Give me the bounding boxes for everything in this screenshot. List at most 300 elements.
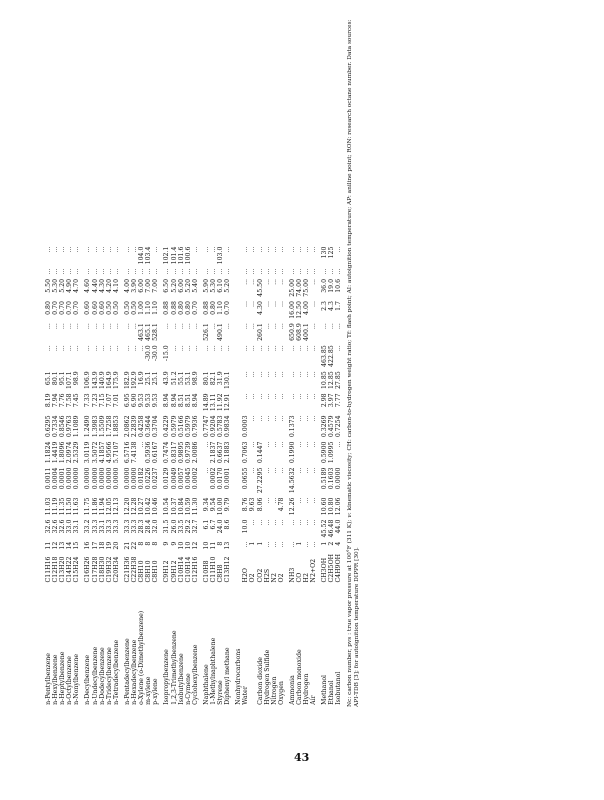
value-cell: 4.3 xyxy=(328,301,336,311)
value-cell: 490.1 xyxy=(217,323,225,341)
value-cell: 1.7 xyxy=(335,301,343,311)
value-cell: ... xyxy=(45,345,52,352)
value-cell: 10.00 xyxy=(217,497,225,516)
formula-cell: NH3 xyxy=(288,567,296,583)
value-cell: 1.3983 xyxy=(91,415,99,438)
table-row xyxy=(178,244,185,707)
value-cell: ... xyxy=(263,467,271,474)
value-cell: 0.7063 xyxy=(242,441,250,464)
value-cell: ... xyxy=(170,345,178,352)
value-cell: 65.1 xyxy=(45,371,52,386)
value-cell: 0.7747 xyxy=(202,415,210,438)
compound-name-cell: o-Xylene (o-Dimethylbenzene) xyxy=(138,610,146,705)
value-cell: 9.53 xyxy=(152,393,160,408)
value-cell: 465.1 xyxy=(145,323,153,341)
value-cell: ... xyxy=(224,345,232,352)
compound-name-cell: Ethanol xyxy=(328,680,336,705)
value-cell: ... xyxy=(310,441,318,448)
value-cell: 2 xyxy=(328,541,336,546)
value-cell: 55.1 xyxy=(177,371,185,386)
value-cell: 0.0000 xyxy=(123,467,131,490)
value-cell: ... xyxy=(224,268,232,275)
compound-name-cell: m-xylene xyxy=(145,676,153,705)
value-cell: 100.6 xyxy=(184,246,192,265)
value-cell: 21 xyxy=(123,541,131,550)
value-cell: 32.7 xyxy=(191,519,199,534)
value-cell: 33.3 xyxy=(131,519,139,534)
value-cell: 14 xyxy=(66,541,74,550)
value-cell: ... xyxy=(249,246,257,253)
value-cell: ... xyxy=(296,467,303,474)
value-cell: 0.80 xyxy=(177,301,185,315)
value-cell: 11.50 xyxy=(66,497,74,516)
value-cell: ... xyxy=(256,268,264,275)
value-cell: -15.0 xyxy=(163,345,171,362)
value-cell: 2.0086 xyxy=(191,441,199,464)
value-cell: 12.28 xyxy=(131,497,139,516)
formula-cell: C19H32 xyxy=(105,556,113,583)
value-cell: 7.01 xyxy=(112,393,120,408)
value-cell: ... xyxy=(256,519,264,526)
value-cell: ... xyxy=(277,301,285,307)
value-cell: 4.70 xyxy=(73,278,81,293)
value-cell: 0.5979 xyxy=(184,415,192,438)
compound-name-cell: n-Dodecylbenzene xyxy=(98,647,106,705)
value-cell: 12.06 xyxy=(335,497,343,516)
value-cell: ... xyxy=(242,246,250,253)
value-cell: ... xyxy=(256,371,264,378)
value-cell: 0.1990 xyxy=(288,441,296,464)
value-cell: ... xyxy=(52,323,60,330)
value-cell: ... xyxy=(277,393,285,400)
value-cell: ... xyxy=(242,268,250,275)
value-cell: 6.1 xyxy=(202,519,210,530)
value-cell: 7.76 xyxy=(59,393,67,408)
value-cell: ... xyxy=(270,268,278,275)
value-cell: 0.6167 xyxy=(152,441,160,464)
value-cell: 0.5900 xyxy=(321,441,329,464)
value-cell: ... xyxy=(52,246,60,253)
value-cell: ... xyxy=(249,278,257,285)
value-cell: 0.0000 xyxy=(112,467,120,490)
value-cell: 0.5936 xyxy=(145,441,153,464)
value-cell: 8 xyxy=(217,541,225,546)
value-cell: 140.9 xyxy=(98,371,106,390)
value-cell: 2.5329 xyxy=(73,441,81,464)
value-cell: 11.63 xyxy=(73,497,81,516)
value-cell: ... xyxy=(191,345,199,352)
value-cell: 0.0000 xyxy=(91,467,99,490)
value-cell: ... xyxy=(296,497,303,504)
compound-name-cell: Isopropylbenzene xyxy=(163,649,171,705)
value-cell: ... xyxy=(152,246,160,253)
value-cell: ... xyxy=(288,345,296,352)
value-cell: 1.8096 xyxy=(59,441,67,464)
value-cell: 1.4419 xyxy=(52,441,60,464)
value-cell: ... xyxy=(184,323,192,330)
value-cell: 8.19 xyxy=(45,393,52,408)
compound-name-cell: n-Hexylbenzene xyxy=(52,654,60,705)
value-cell: 0.50 xyxy=(112,301,120,315)
value-cell: ... xyxy=(242,541,250,548)
value-cell: 0.0011 xyxy=(45,467,52,490)
formula-cell: C22H38 xyxy=(131,556,139,583)
value-cell: 7.58 xyxy=(66,393,74,408)
value-cell: ... xyxy=(209,246,217,253)
value-cell: ... xyxy=(310,323,318,330)
value-cell: 75.00 xyxy=(303,278,311,297)
value-cell: 95.1 xyxy=(59,371,67,386)
value-cell: 103.4 xyxy=(145,246,153,265)
compound-name-cell: n-Nonylbenzene xyxy=(73,653,81,705)
value-cell: 5.50 xyxy=(45,278,52,293)
value-cell: ... xyxy=(105,345,113,352)
value-cell: 12.20 xyxy=(123,497,131,516)
table-row xyxy=(138,244,145,707)
value-cell: 10.85 xyxy=(321,371,329,390)
value-cell: 1.8853 xyxy=(112,415,120,438)
value-cell: 5.20 xyxy=(170,278,178,293)
value-cell: ... xyxy=(296,268,303,275)
value-cell: 25.1 xyxy=(152,371,160,386)
value-cell: 1.7258 xyxy=(105,415,113,438)
value-cell: 0.50 xyxy=(123,301,131,315)
value-cell: 8.6 xyxy=(224,519,232,530)
formula-cell: C8H10 xyxy=(138,560,146,583)
value-cell: 16 xyxy=(84,541,92,550)
value-cell: 15 xyxy=(73,541,81,550)
value-cell xyxy=(231,465,242,495)
compound-name-cell: n-Decylbenzene xyxy=(84,654,92,705)
value-cell: ... xyxy=(310,371,318,378)
formula-cell: C18H30 xyxy=(98,556,106,583)
value-cell: ... xyxy=(152,268,160,275)
value-cell: 192.9 xyxy=(131,371,139,390)
value-cell: 4.30 xyxy=(98,278,106,293)
value-cell: ... xyxy=(145,268,153,275)
value-cell: ... xyxy=(335,268,343,275)
value-cell: ... xyxy=(270,278,278,285)
value-cell: 7.00 xyxy=(145,278,153,293)
value-cell: ... xyxy=(177,268,185,275)
value-cell: ... xyxy=(288,541,296,548)
table-row xyxy=(210,244,217,707)
value-cell: ... xyxy=(303,268,311,275)
value-cell: ... xyxy=(131,268,139,275)
table-row xyxy=(73,244,80,707)
value-cell: ... xyxy=(296,371,303,378)
value-cell: 0.60 xyxy=(98,301,106,315)
value-cell: 45.50 xyxy=(256,278,264,297)
table-row xyxy=(99,244,106,707)
compound-name-cell: Nitrogen xyxy=(270,676,278,705)
value-cell: 10 xyxy=(177,541,185,550)
compound-name-cell: Methanol xyxy=(321,674,329,705)
value-cell: ... xyxy=(112,345,120,352)
properties-table xyxy=(45,244,343,707)
value-cell: 3.97 xyxy=(328,393,336,408)
formula-cell: C8H10 xyxy=(152,560,160,583)
value-cell: ... xyxy=(263,268,271,275)
value-cell: ... xyxy=(242,278,250,285)
value-cell: ... xyxy=(270,497,278,504)
value-cell: ... xyxy=(202,345,210,352)
value-cell: 104.0 xyxy=(138,246,146,265)
value-cell: 6.90 xyxy=(131,393,139,408)
value-cell: 28.3 xyxy=(138,519,146,534)
table-row xyxy=(192,244,199,707)
value-cell: 0.88 xyxy=(202,301,210,315)
value-cell xyxy=(231,413,242,439)
value-cell: ... xyxy=(303,441,311,448)
formula-cell: C8H8 xyxy=(217,564,225,583)
value-cell: ... xyxy=(277,371,285,378)
value-cell: 11.19 xyxy=(52,497,60,516)
value-cell: 0.0001 xyxy=(59,467,67,490)
value-cell: 25.00 xyxy=(288,278,296,297)
value-cell: 11.03 xyxy=(45,497,52,516)
value-cell: 0.0004 xyxy=(52,467,60,490)
value-cell: ... xyxy=(123,323,131,330)
table-row xyxy=(52,244,59,707)
value-cell: 422.85 xyxy=(328,345,336,367)
value-cell: ... xyxy=(105,323,113,330)
value-cell xyxy=(231,439,242,465)
value-cell xyxy=(231,343,242,369)
value-cell xyxy=(231,517,242,539)
formula-cell: CH3OH xyxy=(321,557,329,583)
value-cell: 0.60 xyxy=(91,301,99,315)
value-cell: ... xyxy=(335,441,343,448)
value-cell: 528.1 xyxy=(152,323,160,341)
value-cell: 5.7107 xyxy=(112,441,120,464)
value-cell: 10.0 xyxy=(242,519,250,534)
value-cell: ... xyxy=(242,301,250,307)
value-cell: 0.0049 xyxy=(170,467,178,490)
value-cell: 16.9 xyxy=(138,371,146,386)
value-cell: 4.40 xyxy=(91,278,99,293)
value-cell: 1.1089 xyxy=(73,415,81,438)
value-cell: 463.1 xyxy=(138,323,146,341)
value-cell: 24.0 xyxy=(217,519,225,534)
value-cell: 130 xyxy=(321,246,329,259)
value-cell: 143.9 xyxy=(91,371,99,390)
value-cell: 9 xyxy=(163,541,171,546)
compound-name-cell: Carbon dioxide xyxy=(256,657,264,705)
value-cell: -30.0 xyxy=(145,345,153,362)
value-cell: ... xyxy=(335,323,343,330)
value-cell: ... xyxy=(73,268,81,275)
value-cell: 0.7936 xyxy=(191,415,199,438)
value-cell: 0.0057 xyxy=(177,467,185,490)
value-cell: ... xyxy=(296,415,303,422)
value-cell: 8.76 xyxy=(242,497,250,512)
table-row xyxy=(80,244,91,707)
value-cell: 0.0170 xyxy=(217,467,225,490)
value-cell: ... xyxy=(112,323,120,330)
value-cell: ... xyxy=(256,246,264,253)
value-cell: ... xyxy=(66,246,74,253)
value-cell: 8.94 xyxy=(163,393,171,408)
value-cell: 0.7254 xyxy=(335,415,343,438)
value-cell: 7.77 xyxy=(335,393,343,408)
value-cell: ... xyxy=(249,467,257,474)
table-row xyxy=(131,244,138,707)
compound-name-cell: Hydrogen Sulfide xyxy=(263,649,271,705)
table-row xyxy=(66,244,73,707)
value-cell: 27.85 xyxy=(335,371,343,390)
value-cell: 80.1 xyxy=(52,371,60,386)
value-cell: 9.54 xyxy=(209,497,217,512)
compound-name-cell: n-Hexadecylbenzene xyxy=(131,639,139,705)
value-cell: ... xyxy=(277,415,285,422)
value-cell: ... xyxy=(249,393,257,400)
value-cell: 0.0045 xyxy=(184,467,192,490)
table-row xyxy=(185,244,192,707)
formula-cell: C10H14 xyxy=(184,556,192,583)
rotated-table-page xyxy=(45,0,565,707)
value-cell: 0.80 xyxy=(184,301,192,315)
value-cell: 107.1 xyxy=(66,371,74,390)
value-cell: 8.06 xyxy=(256,497,264,512)
value-cell: 0.4258 xyxy=(138,415,146,438)
table-footnote: Nc: carbon number, pvs : true vapor pressure at 100°F (311 K); ν: kinematic viscosity; CH: carbon-to-hydrogen weight ratio; Tf: flash point; AI: autoignition temperature; AP: aniline point; RON: research octane number. Data sources: API-TDB [3]; for autoignition temperature DIPPR [30]. xyxy=(346,19,360,707)
value-cell: 7.4138 xyxy=(131,441,139,464)
value-cell: 0.0001 xyxy=(224,467,232,490)
value-cell: 0.0000 xyxy=(73,467,81,490)
value-cell: ... xyxy=(91,268,99,275)
value-cell: 3.90 xyxy=(131,278,139,293)
value-cell: ... xyxy=(98,268,106,275)
value-cell: 12.05 xyxy=(105,497,113,516)
value-cell: ... xyxy=(59,268,67,275)
value-cell xyxy=(231,277,242,299)
formula-cell: H2 xyxy=(303,573,311,583)
value-cell: 11.94 xyxy=(98,497,106,516)
value-cell: ... xyxy=(224,323,232,330)
value-cell: 1 xyxy=(249,541,257,546)
value-cell: 44.0 xyxy=(335,519,343,534)
compound-name-cell: n-Octylbenzene xyxy=(66,656,74,705)
value-cell: ... xyxy=(288,371,296,378)
value-cell: 0.0002 xyxy=(209,467,217,490)
table-row xyxy=(120,244,131,707)
value-cell: 14.5632 xyxy=(288,467,296,494)
value-cell: ... xyxy=(209,323,217,330)
value-cell: ... xyxy=(202,246,210,253)
value-cell: ... xyxy=(249,371,257,378)
value-cell: 0.9204 xyxy=(209,415,217,438)
value-cell: 10.42 xyxy=(145,497,153,516)
value-cell: ... xyxy=(270,345,278,352)
compound-name-cell: p-xylene xyxy=(152,678,160,705)
value-cell: ... xyxy=(202,441,210,448)
value-cell: ... xyxy=(263,415,271,422)
value-cell: ... xyxy=(256,345,264,352)
value-cell: ... xyxy=(277,278,285,285)
value-cell: 0.0000 xyxy=(335,467,343,490)
compound-name-cell: Cyclohexylbenzene xyxy=(191,644,199,705)
value-cell: 5.20 xyxy=(224,278,232,293)
value-cell: 1.10 xyxy=(145,301,153,315)
value-cell: ... xyxy=(177,323,185,330)
value-cell: ... xyxy=(303,467,311,474)
value-cell: 526.1 xyxy=(202,323,210,341)
value-cell: ... xyxy=(310,278,318,285)
value-cell: ... xyxy=(131,246,139,253)
value-cell: ... xyxy=(263,246,271,253)
value-cell: 11 xyxy=(45,541,52,550)
value-cell: 32.0 xyxy=(152,519,160,534)
value-cell: 10.84 xyxy=(177,497,185,516)
value-cell: 0.9895 xyxy=(177,441,185,464)
value-cell: ... xyxy=(84,246,92,253)
value-cell: ... xyxy=(91,246,99,253)
value-cell: 43.9 xyxy=(163,371,171,386)
value-cell: 4.60 xyxy=(84,278,92,293)
value-cell: ... xyxy=(270,301,278,307)
formula-cell: C10H8 xyxy=(202,560,210,583)
value-cell: 53.1 xyxy=(184,371,192,386)
value-cell: ... xyxy=(263,323,271,330)
value-cell: ... xyxy=(191,246,199,253)
value-cell: 8.51 xyxy=(177,393,185,408)
value-cell: ... xyxy=(277,519,285,526)
table-row xyxy=(303,244,310,707)
value-cell: 0.70 xyxy=(73,301,81,315)
value-cell: ... xyxy=(105,268,113,275)
value-cell: 0.7334 xyxy=(52,415,60,438)
value-cell: ... xyxy=(191,268,199,275)
value-cell: ... xyxy=(288,246,296,253)
value-cell xyxy=(231,391,242,413)
value-cell: ... xyxy=(202,268,210,275)
value-cell: 7.33 xyxy=(84,393,92,408)
formula-cell: C8H10 xyxy=(145,560,153,583)
formula-cell: C2H5OH xyxy=(328,553,336,583)
formula-cell xyxy=(231,552,242,585)
compound-name-cell: Air xyxy=(310,695,318,705)
value-cell: ... xyxy=(263,541,271,548)
value-cell: 1.10 xyxy=(152,301,160,315)
value-cell: 1 xyxy=(321,541,329,546)
value-cell: 0.0003 xyxy=(242,415,250,438)
value-cell: ... xyxy=(335,345,343,352)
value-cell: 28.4 xyxy=(145,519,153,534)
value-cell: ... xyxy=(131,345,139,352)
formula-cell: O2 xyxy=(277,573,285,583)
table-row xyxy=(310,244,317,707)
value-cell: 12.13 xyxy=(112,497,120,516)
value-cell: ... xyxy=(263,278,271,285)
formula-cell: C11H16 xyxy=(45,556,52,583)
value-cell: ... xyxy=(163,268,171,275)
value-cell: 11.30 xyxy=(191,497,199,516)
value-cell: 9 xyxy=(170,541,178,546)
value-cell: ... xyxy=(209,345,217,352)
compound-name-cell: 1-Methylnaphthalene xyxy=(209,637,217,705)
compound-name-cell: Carbon monoxide xyxy=(296,649,303,705)
value-cell: 103.0 xyxy=(217,246,225,265)
value-cell: 8 xyxy=(145,541,153,546)
table-row xyxy=(45,244,52,707)
value-cell: 0.8546 xyxy=(59,415,67,438)
value-cell: 0.70 xyxy=(191,301,199,315)
formula-cell: C11H10 xyxy=(209,556,217,583)
value-cell: 9.63 xyxy=(249,497,257,512)
value-cell: 5.20 xyxy=(184,278,192,293)
value-cell: 10.54 xyxy=(163,497,171,516)
